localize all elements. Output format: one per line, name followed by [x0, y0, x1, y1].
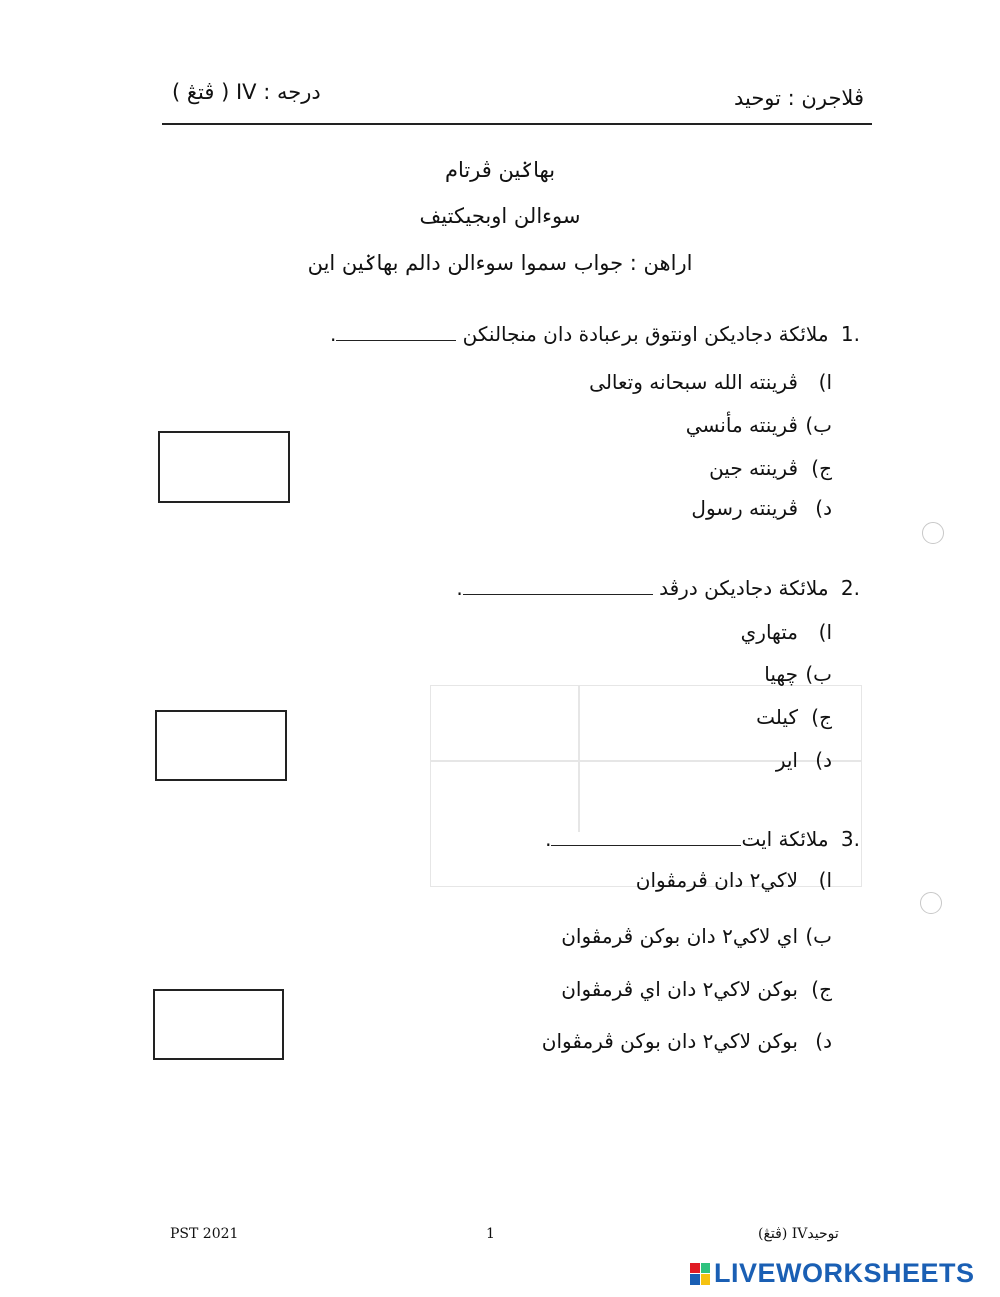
- page-number: 1: [486, 1226, 495, 1242]
- fill-blank: [463, 580, 653, 595]
- grade-label: درجه : IV ( ڤتڠ ): [172, 80, 321, 104]
- liveworksheets-icon: [690, 1263, 710, 1285]
- header-divider: [162, 123, 872, 125]
- fill-blank: [336, 326, 456, 341]
- question-3: 3. ملائکة ايت.: [545, 827, 860, 851]
- section-subtitle: سوءالن اوبجيکتيف: [419, 204, 581, 228]
- question-2: 2. ملائکة دجاديکن درڤد .: [456, 576, 860, 600]
- question-stem: ملائکة دجاديکن درڤد: [659, 576, 829, 600]
- option-b: ب)چهيا: [764, 662, 832, 686]
- question-number: 1.: [840, 322, 860, 346]
- option-d: د)ڤرينته رسول: [691, 496, 832, 520]
- option-a: ا)لاکي۲ دان ڤرمڤوان: [635, 868, 832, 892]
- liveworksheets-logo: [690, 1258, 975, 1289]
- footer-subject: توحيدIV (ڤتڠ): [758, 1226, 839, 1242]
- option-c: ج)کيلت: [756, 705, 832, 729]
- fill-blank: [551, 831, 741, 846]
- option-d: د)اير: [775, 748, 832, 772]
- answer-box-1[interactable]: [158, 431, 290, 503]
- option-c: ج)بوکن لاکي۲ دان اي ڤرمڤوان: [561, 977, 832, 1001]
- instructions: اراهن : جواب سموا سوءالن دالم بهاݢين اين: [307, 251, 693, 275]
- question-stem: ملائکة ايت: [741, 827, 829, 851]
- liveworksheets-wordmark: LIVEWORKSHEETS: [714, 1258, 975, 1288]
- option-a: ا)متهاري: [740, 620, 832, 644]
- subject-label: ڤلاجرن : توحيد: [733, 86, 864, 110]
- question-stem: ملائکة دجاديکن اونتوق برعبادة دان منجالنکن: [462, 322, 829, 346]
- option-c: ج)ڤرينته جين: [709, 456, 832, 480]
- question-number: 2.: [840, 576, 860, 600]
- option-d: د)بوکن لاکي۲ دان بوکن ڤرمڤوان: [541, 1029, 832, 1053]
- footer-code: PST 2021: [170, 1226, 239, 1242]
- answer-box-2[interactable]: [155, 710, 287, 781]
- section-title: بهاݢين ڤرتام: [444, 158, 556, 182]
- answer-box-3[interactable]: [153, 989, 284, 1060]
- option-a: ا)ڤرينته الله سبحانه وتعالى: [589, 370, 832, 394]
- option-b: ب)ڤرينته مأنسي: [685, 413, 832, 437]
- option-b: ب)اي لاکي۲ دان بوکن ڤرمڤوان: [561, 924, 832, 948]
- question-1: 1. ملائکة دجاديکن اونتوق برعبادة دان منجالنکن .: [329, 322, 860, 346]
- question-number: 3.: [840, 827, 860, 851]
